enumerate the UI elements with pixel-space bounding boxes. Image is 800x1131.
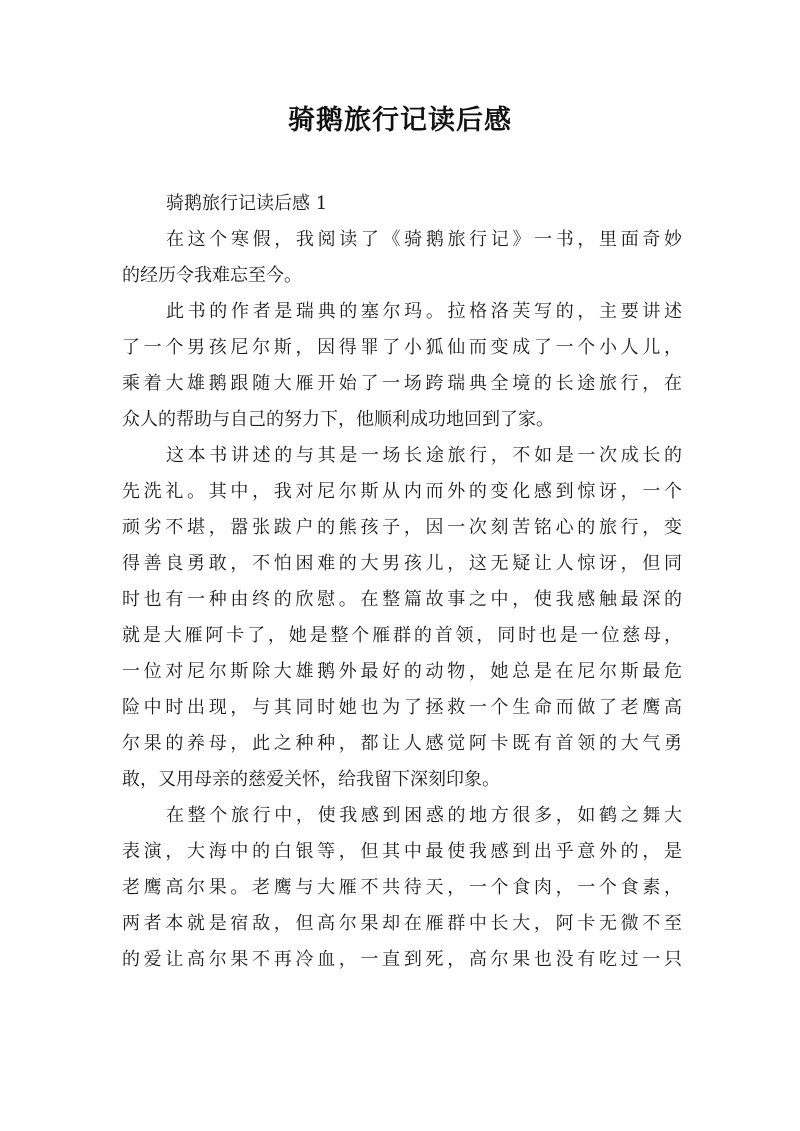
paragraph-line: 众人的帮助与自己的努力下，他顺利成功地回到了家。 (122, 409, 554, 430)
paragraph-line: 时也有一种由终的欣慰。在整篇故事之中，使我感触最深的 (122, 589, 682, 610)
paragraph-line: 顽劣不堪，嚣张跋户的熊孩子，因一次刻苦铭心的旅行，变 (122, 517, 682, 538)
paragraph-line: 敢，又用母亲的慈爱关怀，给我留下深刻印象。 (122, 769, 500, 790)
paragraph-line: 险中时出现，与其同时她也为了拯救一个生命而做了老鹰高 (122, 697, 682, 718)
paragraph-line: 在整个旅行中，使我感到困惑的地方很多，如鹤之舞大 (166, 805, 682, 826)
section-heading: 骑鹅旅行记读后感 1 (166, 193, 328, 214)
paragraph-line: 了一个男孩尼尔斯，因得罪了小狐仙而变成了一个小人儿， (122, 337, 682, 358)
paragraph-line: 就是大雁阿卡了，她是整个雁群的首领，同时也是一位慈母， (122, 625, 682, 646)
paragraph-line: 乘着大雄鹅跟随大雁开始了一场跨瑞典全境的长途旅行，在 (122, 373, 682, 394)
paragraph-line: 此书的作者是瑞典的塞尔玛。拉格洛芙写的，主要讲述 (166, 301, 682, 322)
paragraph-4 (122, 798, 682, 978)
paragraph-line: 一位对尼尔斯除大雄鹅外最好的动物，她总是在尼尔斯最危 (122, 661, 682, 682)
paragraph-line: 这本书讲述的与其是一场长途旅行，不如是一次成长的 (166, 445, 682, 466)
paragraph-line: 两者本就是宿敌，但高尔果却在雁群中长大，阿卡无微不至 (122, 913, 682, 934)
paragraph-line: 在这个寒假，我阅读了《骑鹅旅行记》一书，里面奇妙 (166, 229, 682, 250)
document-title: 骑鹅旅行记读后感 (288, 105, 512, 136)
document-body (122, 186, 682, 978)
paragraph-3 (122, 438, 682, 798)
paragraph-line: 尔果的养母，此之种种，都让人感觉阿卡既有首领的大气勇 (122, 733, 682, 754)
paragraph-line: 老鹰高尔果。老鹰与大雁不共待天，一个食肉，一个食素， (122, 877, 682, 898)
paragraph-line: 表演，大海中的白银等，但其中最使我感到出乎意外的，是 (122, 841, 682, 862)
paragraph-line: 的经历令我难忘至今。 (122, 265, 302, 286)
paragraph-2 (122, 294, 682, 438)
paragraph-line: 得善良勇敢，不怕困难的大男孩儿，这无疑让人惊讶，但同 (122, 553, 682, 574)
paragraph-line: 的爱让高尔果不再冷血，一直到死，高尔果也没有吃过一只 (122, 949, 682, 970)
paragraph-1 (122, 222, 682, 294)
paragraph-line: 先洗礼。其中，我对尼尔斯从内而外的变化感到惊讶，一个 (122, 481, 682, 502)
